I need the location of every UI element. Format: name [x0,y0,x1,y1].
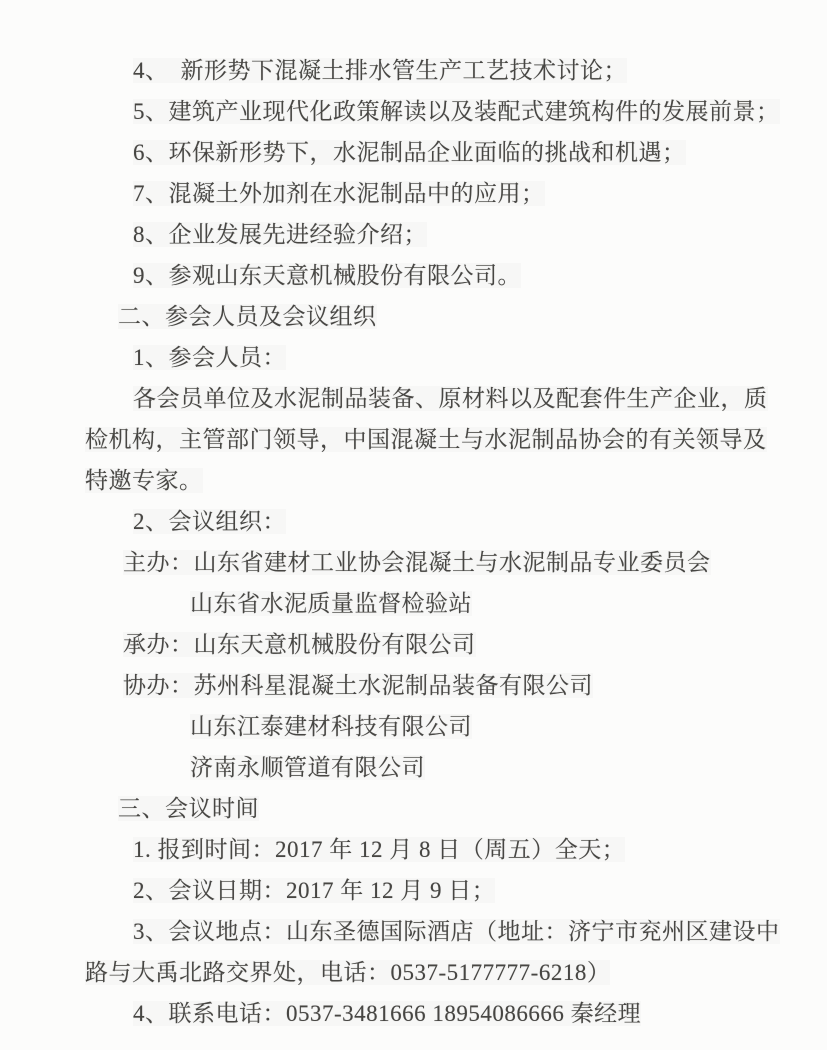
text-line [85,214,767,255]
text-run: 1. 报到时间：2017 年 12 月 8 日（周五）全天； [133,837,626,862]
text-line [85,132,767,173]
text-run: 济南永顺管道有限公司 [190,755,425,780]
text-line [85,337,767,378]
text-line [85,501,767,542]
text-run: 9、参观山东天意机械股份有限公司。 [133,263,521,288]
text-run: 承办：山东天意机械股份有限公司 [123,632,476,657]
text-line [85,829,767,870]
text-run: 山东江泰建材科技有限公司 [190,714,472,739]
text-run: 2、会议日期：2017 年 12 月 9 日； [133,878,496,903]
text-run: 6、环保新形势下，水泥制品企业面临的挑战和机遇； [133,140,686,165]
text-line [85,788,767,829]
text-line [85,91,780,132]
text-run: 7、混凝土外加剂在水泥制品中的应用； [133,181,545,206]
text-line [85,583,767,624]
text-run: 2、会议组织： [133,509,286,534]
text-line [85,378,767,419]
text-run: 4、联系电话：0537-3481666 18954086666 秦经理 [133,1001,642,1026]
text-run: 5、建筑产业现代化政策解读以及装配式建筑构件的发展前景； [133,99,780,124]
text-run: 山东省水泥质量监督检验站 [190,591,472,616]
text-line [85,50,767,91]
text-line [85,911,780,952]
text-run: 8、企业发展先进经验介绍； [133,222,427,247]
text-run: 4、 新形势下混凝土排水管生产工艺技术讨论； [133,58,627,83]
text-line [85,255,767,296]
text-line [85,870,767,911]
text-line [85,296,767,337]
text-line [85,624,767,665]
text-line [85,747,767,788]
text-line [85,173,767,214]
text-run: 路与大禹北路交界处，电话：0537-5177777-6218） [85,960,611,985]
text-line [85,952,767,993]
text-run: 3、会议地点：山东圣德国际酒店（地址：济宁市兖州区建设中 [133,919,780,944]
text-run: 二、参会人员及会议组织 [118,304,377,329]
text-run: 协办：苏州科星混凝土水泥制品装备有限公司 [123,673,593,698]
text-line [85,542,767,583]
text-line [85,419,767,460]
text-line [85,460,767,501]
document-content [85,50,780,1034]
text-run: 各会员单位及水泥制品装备、原材料以及配套件生产企业，质 [133,386,768,411]
text-run: 特邀专家。 [85,468,203,493]
text-line [85,993,767,1034]
text-line [85,706,767,747]
text-run: 三、会议时间 [118,796,259,821]
text-line [85,665,767,706]
text-run: 1、参会人员： [133,345,286,370]
text-run: 检机构，主管部门领导，中国混凝土与水泥制品协会的有关领导及 [85,427,767,452]
text-run: 主办：山东省建材工业协会混凝土与水泥制品专业委员会 [123,550,711,575]
